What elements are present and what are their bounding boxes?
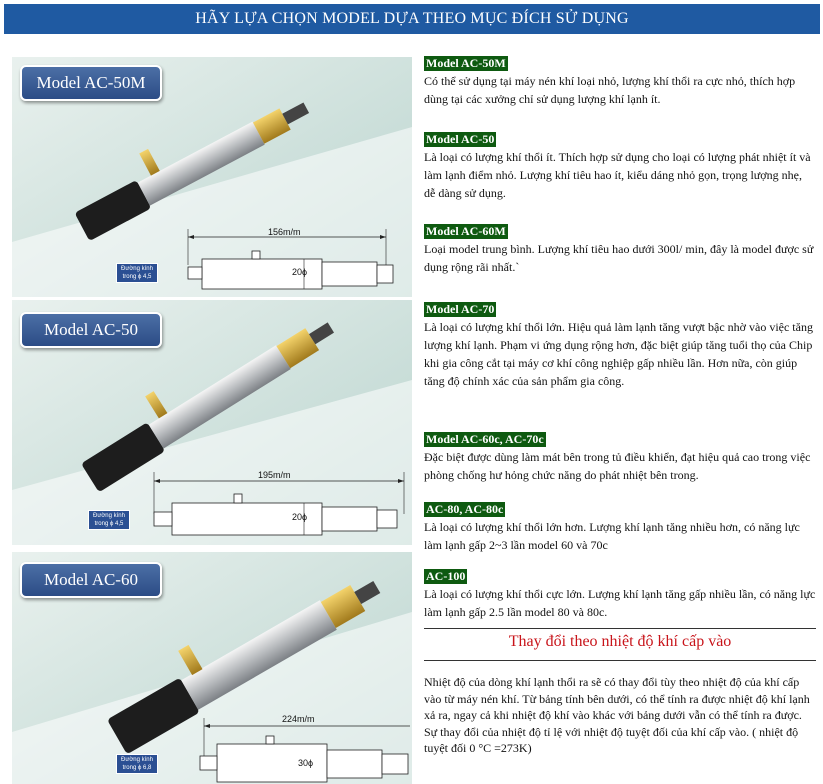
model-description: Có thể sử dụng tại máy nén khí loại nhỏ, lượng khí thổi ra cực nhỏ, thích hợp dùng tại các xưởng chỉ sử dụng lượng khí lạnh ít. xyxy=(424,74,796,106)
inner-diameter-value: trong ϕ 4,5 xyxy=(94,521,124,527)
model-title: Model AC-50M xyxy=(426,56,506,70)
diameter-dimension: 20ϕ xyxy=(292,267,308,277)
inner-diameter-value: trong ϕ 6,8 xyxy=(122,765,152,771)
inner-diameter-label: Đường kính xyxy=(93,513,125,519)
model-badge: Model AC-60 xyxy=(20,562,162,598)
model-title: AC-100 xyxy=(426,569,466,583)
model-badge: Model AC-50M xyxy=(20,65,162,101)
model-description: Là loại có lượng khí thổi ít. Thích hợp sử dụng cho loại có lượng phát nhiệt ít và làm lạnh điểm nhỏ. Lượng khí tiêu hao ít, kiểu dáng nhỏ gọn, trọng lượng nhẹ, dễ dàng sử dụng. xyxy=(424,150,811,200)
model-badge: Model AC-50 xyxy=(20,312,162,348)
section-title: Thay đổi theo nhiệt độ khí cấp vào xyxy=(424,628,816,651)
model-title: Model AC-50 xyxy=(426,132,495,146)
model-ac50m-section xyxy=(424,54,816,108)
inner-diameter-label: Đường kính xyxy=(121,266,153,272)
length-dimension: 195m/m xyxy=(258,470,291,480)
diameter-dimension: 20ϕ xyxy=(292,512,308,522)
divider xyxy=(424,660,816,661)
model-description: Là loại có lượng khí thổi lớn. Hiệu quả làm lạnh tăng vượt bậc nhờ vào việc tăng lượng khí lạnh. Phạm vi ứng dụng rộng hơn, đặc biệt giúp tăng tuổi thọ của Chip khi gia công cắt tại máy cơ khí công nghiệp gấp nhiều lần. Hơn nữa, còn giúp tăng độ chính xác của sản phẩm gia công. xyxy=(424,320,813,388)
inner-diameter-tag xyxy=(116,754,158,774)
product-panel-ac50m xyxy=(12,57,412,297)
model-ac60c-section xyxy=(424,430,816,484)
model-description: Đặc biệt được dùng làm mát bên trong tủ điều khiển, đạt hiệu quả cao trong việc phòng chống hư hỏng chức năng do phát nhiệt bên trong. xyxy=(424,450,811,482)
model-description: Là loại có lượng khí thổi lớn hơn. Lượng khí lạnh tăng nhiều hơn, có năng lực làm lạnh gấp 2~3 lần model 60 và 70c xyxy=(424,520,800,552)
model-ac70-section xyxy=(424,300,816,390)
model-description: Loại model trung bình. Lượng khí tiêu hao dưới 300l/ min, đây là model được sử dụng rộng rãi nhất.` xyxy=(424,242,814,274)
model-title: Model AC-60M xyxy=(426,224,506,238)
inner-diameter-tag xyxy=(88,510,130,530)
page-banner: HÃY LỰA CHỌN MODEL DỰA THEO MỤC ĐÍCH SỬ DỤNG xyxy=(4,4,820,34)
diameter-dimension: 30ϕ xyxy=(298,758,314,768)
product-panel-ac60 xyxy=(12,552,412,784)
model-ac80-section xyxy=(424,500,816,554)
model-ac50-section xyxy=(424,130,816,202)
model-title: AC-80, AC-80c xyxy=(426,502,504,516)
temperature-paragraph: Nhiệt độ của dòng khí lạnh thổi ra sẽ có thay đổi tùy theo nhiệt độ của khí cấp vào từ máy nén khí. Từ bảng tính bên dưới, có thể tính ra được nhiệt độ khí lạnh xả ra, ngay cả khi nhiệt độ khí vào khác với bảng dưới vẫn có thể tính ra được. Sự thay đổi của nhiệt độ tỉ lệ với nhiệt độ tuyệt đối của khí cấp vào. ( nhiệt độ tuyệt đối 0 °C =273K) xyxy=(424,675,810,755)
length-dimension: 156m/m xyxy=(268,227,301,237)
inner-diameter-value: trong ϕ 4,5 xyxy=(122,274,152,280)
model-description: Là loại có lượng khí thổi cực lớn. Lượng khí lạnh tăng gấp nhiều lần, có năng lực làm lạnh gấp 2.5 lần model 80 và 80c. xyxy=(424,587,816,619)
inner-diameter-tag xyxy=(116,263,158,283)
model-ac100-section xyxy=(424,567,816,621)
length-dimension: 224m/m xyxy=(282,714,315,724)
model-ac60m-section xyxy=(424,222,816,276)
model-title: Model AC-70 xyxy=(426,302,495,316)
inner-diameter-label: Đường kính xyxy=(121,757,153,763)
product-panel-ac50 xyxy=(12,300,412,545)
model-title: Model AC-60c, AC-70c xyxy=(426,432,544,446)
